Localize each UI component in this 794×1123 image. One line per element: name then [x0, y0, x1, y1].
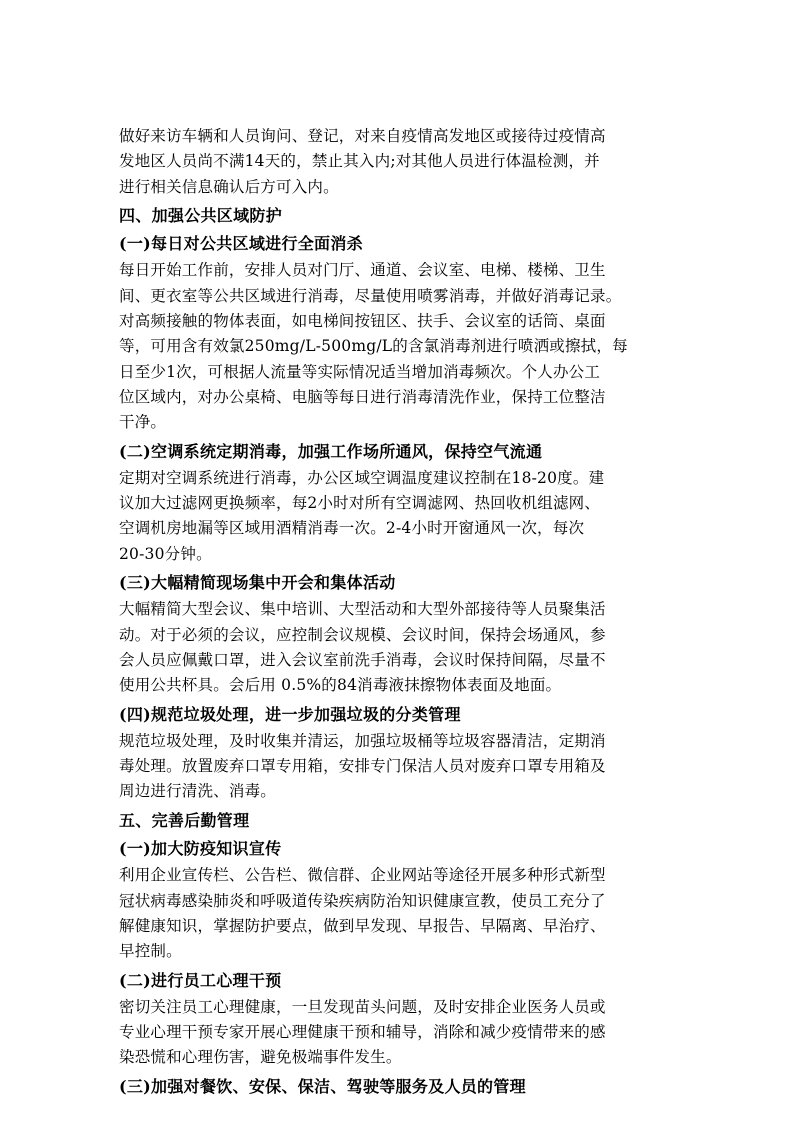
section-heading: (四)规范垃圾处理，进一步加强垃圾的分类管理 — [119, 704, 461, 724]
paragraph-line: 议加大过滤网更换频率，每2小时对所有空调滤网、热回收机组滤网、 — [119, 494, 601, 513]
paragraph-line: 专业心理干预专家开展心理健康干预和辅导，消除和减少疫情带来的感 — [119, 1023, 606, 1042]
paragraph-line: 规范垃圾处理，及时收集并清运，加强垃圾桶等垃圾容器清洁，定期消 — [119, 731, 606, 750]
section-heading: (三)加强对餐饮、安保、保洁、驾驶等服务及人员的管理 — [119, 1076, 526, 1096]
paragraph-line: 等，可用含有效氯250mg/L-500mg/L的含氯消毒剂进行喷洒或擦拭，每 — [119, 337, 628, 356]
paragraph-line: 动。对于必须的会议，应控制会议规模、会议时间，保持会场通风，参 — [119, 625, 606, 644]
paragraph-line: 早控制。 — [119, 942, 182, 961]
body-paragraph — [119, 124, 675, 200]
paragraph-line: 冠状病毒感染肺炎和呼吸道传染疾病防治知识健康宣教，使员工充分了 — [119, 891, 606, 910]
paragraph-line: 干净。 — [119, 413, 167, 432]
paragraph-line: 位区域内，对办公桌椅、电脑等每日进行消毒清洗作业，保持工位整洁 — [119, 387, 606, 406]
paragraph-line: 对高频接触的物体表面，如电梯间按钮区、扶手、会议室的话筒、桌面 — [119, 312, 606, 331]
section-heading: (二)空调系统定期消毒，加强工作场所通风，保持空气流通 — [119, 441, 543, 461]
paragraph-line: 每日开始工作前，安排人员对门厅、通道、会议室、电梯、楼梯、卫生 — [119, 261, 606, 280]
paragraph-line: 间、更衣室等公共区域进行消毒，尽量使用喷雾消毒，并做好消毒记录。 — [119, 286, 622, 305]
paragraph-line: 解健康知识，掌握防护要点，做到早发现、早报告、早隔离、早治疗、 — [119, 916, 606, 935]
paragraph-line: 定期对空调系统进行消毒，办公区域空调温度建议控制在18-20度。建 — [119, 468, 605, 487]
body-paragraph — [119, 863, 675, 964]
body-paragraph — [119, 995, 675, 1071]
section-heading: 四、加强公共区域防护 — [119, 205, 283, 225]
paragraph-line: 空调机房地漏等区域用酒精消毒一次。2-4小时开窗通风一次，每次 — [119, 519, 585, 538]
section-heading: (三)大幅精简现场集中开会和集体活动 — [119, 573, 396, 593]
paragraph-line: 20-30分钟。 — [119, 544, 212, 563]
body-paragraph — [119, 258, 675, 435]
paragraph-line: 大幅精简大型会议、集中培训、大型活动和大型外部接待等人员聚集活 — [119, 600, 606, 619]
document-body — [119, 124, 675, 1101]
paragraph-line: 利用企业宣传栏、公告栏、微信群、企业网站等途径开展多种形式新型 — [119, 866, 606, 885]
body-paragraph — [119, 466, 675, 567]
paragraph-line: 周边进行清洗、消毒。 — [119, 782, 277, 801]
body-paragraph — [119, 729, 675, 805]
paragraph-line: 使用公共杯具。会后用 0.5%的84消毒液抹擦物体表面及地面。 — [119, 676, 562, 695]
paragraph-line: 日至少1次，可根据人流量等实际情况适当增加消毒频次。个人办公工 — [119, 362, 601, 381]
paragraph-line: 毒处理。放置废弃口罩专用箱，安排专门保洁人员对废弃口罩专用箱及 — [119, 757, 606, 776]
section-heading: (一)每日对公共区域进行全面消杀 — [119, 234, 363, 254]
paragraph-line: 染恐慌和心理伤害，避免极端事件发生。 — [119, 1048, 402, 1067]
section-heading: (二)进行员工心理干预 — [119, 970, 282, 990]
section-heading: (一)加大防疫知识宣传 — [119, 839, 282, 859]
paragraph-line: 进行相关信息确认后方可入内。 — [119, 177, 339, 196]
paragraph-line: 会人员应佩戴口罩，进入会议室前洗手消毒，会议时保持间隔，尽量不 — [119, 650, 606, 669]
body-paragraph — [119, 597, 675, 698]
paragraph-line: 做好来访车辆和人员询问、登记，对来自疫情高发地区或接待过疫情高 — [119, 127, 606, 145]
section-heading: 五、完善后勤管理 — [119, 810, 250, 830]
paragraph-line: 密切关注员工心理健康，一旦发现苗头问题，及时安排企业医务人员或 — [119, 997, 606, 1016]
paragraph-line: 发地区人员尚不满14天的，禁止其入内;对其他人员进行体温检测，并 — [119, 152, 600, 171]
